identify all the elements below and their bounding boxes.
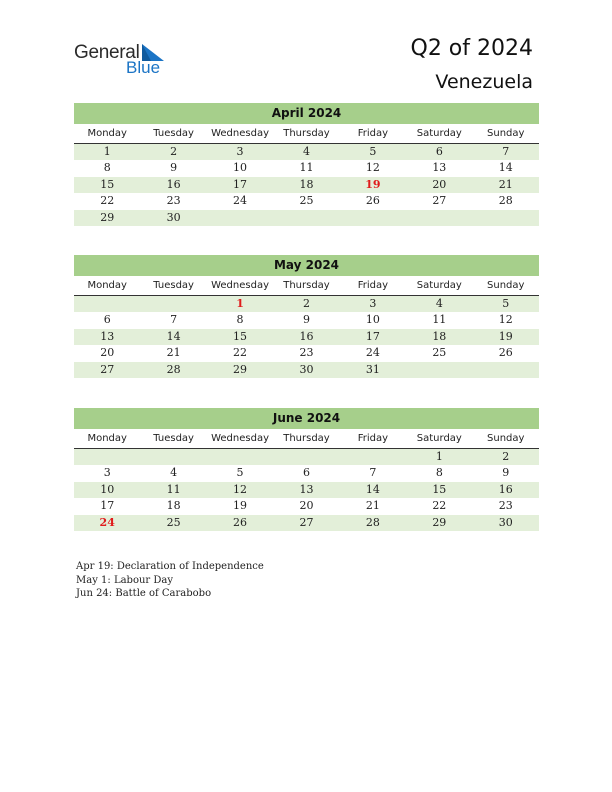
- day-cell: 16: [299, 329, 314, 343]
- day-cell: 18: [166, 499, 181, 513]
- day-cell: 7: [170, 313, 178, 327]
- day-cell: 20: [432, 177, 447, 191]
- quarter-title: Q2 of 2024: [410, 36, 533, 61]
- week-row: [74, 144, 539, 160]
- week-row: [74, 482, 539, 498]
- day-cell: 4: [435, 297, 443, 310]
- weekday-label: Tuesday: [153, 280, 194, 291]
- day-cell: 1: [435, 450, 443, 463]
- holiday-notes: [76, 560, 264, 601]
- day-cell: 8: [435, 466, 443, 480]
- day-cell: 21: [365, 499, 380, 513]
- day-cell: 9: [302, 313, 310, 327]
- day-cell: 14: [365, 482, 380, 496]
- day-cell: 31: [365, 362, 380, 376]
- weekday-label: Friday: [357, 280, 389, 291]
- day-cell: 22: [233, 346, 248, 360]
- day-cell: 21: [166, 346, 181, 360]
- day-cell: 20: [100, 346, 115, 360]
- week-row: [74, 515, 539, 531]
- weekday-label: Thursday: [283, 128, 330, 139]
- generalblue-logo: [74, 42, 184, 78]
- day-cell: 13: [432, 161, 447, 175]
- weekday-header-row: [74, 277, 539, 296]
- day-cell: 27: [100, 362, 115, 376]
- day-cell: 17: [233, 177, 248, 191]
- day-cell: 10: [233, 161, 248, 175]
- month-calendar: [74, 408, 539, 531]
- day-cell: 6: [302, 466, 310, 480]
- day-cell: 9: [170, 161, 178, 175]
- week-row: [74, 312, 539, 328]
- month-title: May 2024: [74, 255, 539, 276]
- day-cell: 5: [236, 466, 244, 480]
- day-cell: 14: [166, 329, 181, 343]
- day-cell: 10: [100, 482, 115, 496]
- weekday-header-row: [74, 125, 539, 144]
- day-cell: 7: [502, 145, 510, 158]
- day-cell: [273, 210, 339, 226]
- day-cell: 2: [502, 450, 510, 463]
- day-cell: 15: [233, 329, 248, 343]
- day-cell: 20: [299, 499, 314, 513]
- weekday-header-row: [74, 430, 539, 449]
- day-cell: 16: [498, 482, 513, 496]
- day-cell: 2: [302, 297, 310, 310]
- week-row: [74, 449, 539, 465]
- month-title: June 2024: [74, 408, 539, 429]
- day-cell: 24: [365, 346, 380, 360]
- weekday-label: Wednesday: [211, 280, 269, 291]
- month-calendar: [74, 103, 539, 226]
- weekday-label: Wednesday: [211, 433, 269, 444]
- day-cell: 15: [100, 177, 115, 191]
- day-cell: 4: [170, 466, 178, 480]
- weekday-label: Monday: [87, 433, 127, 444]
- week-row: [74, 296, 539, 312]
- weekday-label: Sunday: [487, 280, 525, 291]
- weekday-label: Thursday: [283, 433, 330, 444]
- week-row: [74, 498, 539, 514]
- holiday-day-cell: 24: [99, 515, 115, 529]
- weekday-label: Monday: [87, 280, 127, 291]
- day-cell: [273, 449, 339, 465]
- day-cell: [207, 449, 273, 465]
- day-cell: 3: [369, 297, 377, 310]
- day-cell: 22: [100, 194, 115, 208]
- day-cell: 18: [299, 177, 314, 191]
- weekday-label: Thursday: [283, 280, 330, 291]
- holiday-note: Jun 24: Battle of Carabobo: [76, 588, 212, 599]
- week-row: [74, 193, 539, 209]
- day-cell: 12: [365, 161, 380, 175]
- month-title: April 2024: [74, 103, 539, 124]
- day-cell: [473, 362, 539, 378]
- week-row: [74, 345, 539, 361]
- day-cell: 4: [302, 145, 310, 158]
- holiday-day-cell: 1: [236, 297, 244, 310]
- day-cell: 6: [435, 145, 443, 158]
- day-cell: 29: [100, 210, 115, 224]
- day-cell: [140, 449, 206, 465]
- day-cell: 11: [166, 482, 181, 496]
- weekday-label: Tuesday: [153, 128, 194, 139]
- week-row: [74, 177, 539, 193]
- day-cell: 28: [166, 362, 181, 376]
- day-cell: 28: [498, 194, 513, 208]
- day-cell: 6: [103, 313, 111, 327]
- day-cell: [406, 210, 472, 226]
- month-calendar: [74, 255, 539, 378]
- day-cell: 23: [299, 346, 314, 360]
- logo-word-blue: Blue: [126, 58, 161, 77]
- day-cell: 19: [233, 499, 248, 513]
- day-cell: 26: [365, 194, 380, 208]
- day-cell: 26: [233, 515, 248, 529]
- day-cell: [207, 210, 273, 226]
- holiday-note: Apr 19: Declaration of Independence: [76, 561, 264, 572]
- day-cell: 5: [369, 145, 377, 158]
- day-cell: [74, 296, 140, 312]
- day-cell: 27: [299, 515, 314, 529]
- week-row: [74, 465, 539, 481]
- day-cell: 25: [166, 515, 181, 529]
- weekday-label: Wednesday: [211, 128, 269, 139]
- day-cell: 3: [103, 466, 111, 480]
- weekday-label: Monday: [87, 128, 127, 139]
- day-cell: 17: [100, 499, 115, 513]
- holiday-note: May 1: Labour Day: [76, 574, 173, 586]
- day-cell: 17: [365, 329, 380, 343]
- weekday-label: Saturday: [416, 433, 462, 444]
- day-cell: 29: [432, 515, 447, 529]
- day-cell: 10: [365, 313, 380, 327]
- day-cell: 1: [103, 145, 111, 158]
- holiday-day-cell: 19: [365, 177, 381, 191]
- day-cell: [74, 449, 140, 465]
- day-cell: 27: [432, 194, 447, 208]
- day-cell: 12: [498, 313, 513, 327]
- day-cell: 8: [103, 161, 111, 175]
- weekday-label: Saturday: [416, 280, 462, 291]
- day-cell: 8: [236, 313, 244, 327]
- day-cell: 23: [498, 499, 513, 513]
- day-cell: [406, 362, 472, 378]
- day-cell: 11: [299, 161, 314, 175]
- day-cell: 30: [166, 210, 181, 224]
- day-cell: 19: [498, 329, 513, 343]
- day-cell: 5: [502, 297, 510, 310]
- day-cell: 22: [432, 499, 447, 513]
- day-cell: 18: [432, 329, 447, 343]
- day-cell: 13: [299, 482, 314, 496]
- day-cell: 30: [498, 515, 513, 529]
- day-cell: 21: [498, 177, 513, 191]
- day-cell: 14: [498, 161, 513, 175]
- day-cell: 24: [233, 194, 248, 208]
- day-cell: 25: [432, 346, 447, 360]
- day-cell: 26: [498, 346, 513, 360]
- weekday-label: Friday: [357, 433, 389, 444]
- day-cell: [473, 210, 539, 226]
- weekday-label: Tuesday: [153, 433, 194, 444]
- day-cell: 11: [432, 313, 447, 327]
- weekday-label: Friday: [357, 128, 389, 139]
- day-cell: 28: [365, 515, 380, 529]
- day-cell: 7: [369, 466, 377, 480]
- day-cell: 3: [236, 145, 244, 158]
- day-cell: 12: [233, 482, 248, 496]
- week-row: [74, 362, 539, 378]
- day-cell: 9: [502, 466, 510, 480]
- logo-word-general: General: [74, 42, 140, 63]
- country-name: Venezuela: [435, 71, 533, 93]
- week-row: [74, 160, 539, 176]
- day-cell: [340, 210, 406, 226]
- weekday-label: Sunday: [487, 433, 525, 444]
- day-cell: 13: [100, 329, 115, 343]
- day-cell: 2: [170, 145, 178, 158]
- week-row: [74, 210, 539, 226]
- day-cell: 25: [299, 194, 314, 208]
- day-cell: 23: [166, 194, 181, 208]
- day-cell: 15: [432, 482, 447, 496]
- weekday-label: Saturday: [416, 128, 462, 139]
- day-cell: 29: [233, 362, 248, 376]
- weekday-label: Sunday: [487, 128, 525, 139]
- day-cell: [340, 449, 406, 465]
- day-cell: [140, 296, 206, 312]
- week-row: [74, 329, 539, 345]
- day-cell: 30: [299, 362, 314, 376]
- day-cell: 16: [166, 177, 181, 191]
